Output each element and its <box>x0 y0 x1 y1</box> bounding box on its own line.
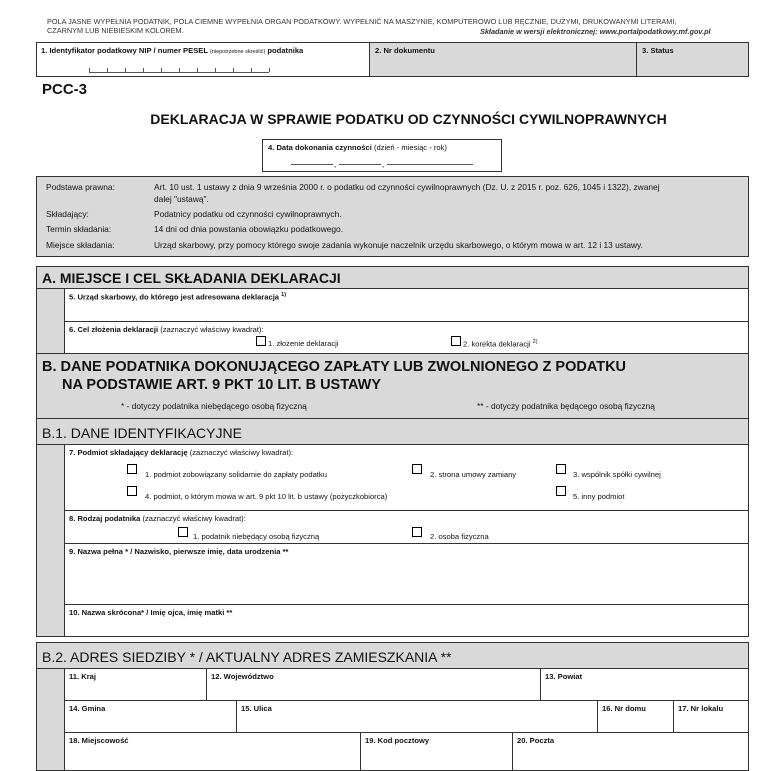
section-b-title-2: NA PODSTAWIE ART. 9 PKT 10 LIT. B USTAWY <box>62 377 382 393</box>
field-17-apartment-number[interactable] <box>673 700 749 733</box>
field-1-suffix: podatnika <box>267 46 304 55</box>
filer-value: Podatnicy podatku od czynności cywilnoprawnych. <box>154 209 342 219</box>
field-16-label: 16. Nr domu <box>602 704 646 713</box>
field-13-label: 13. Powiat <box>545 672 583 681</box>
field-19-label: 19. Kod pocztowy <box>365 736 430 745</box>
field-7-hint: (zaznaczyć właściwy kwadrat): <box>189 448 294 457</box>
field-13-county[interactable] <box>540 668 749 701</box>
info-block <box>36 176 749 257</box>
field-20-post-office[interactable] <box>512 732 749 771</box>
f7-opt3-label: 3. wspólnik spółki cywilnej <box>573 470 661 479</box>
place-value: Urząd skarbowy, przy pomocy którego swoje zadania wykonuje naczelnik urzędu skarbowego, o którym mowa w art. 12 i 13 ustawy. <box>154 240 643 250</box>
filer-label: Składający: <box>46 209 89 219</box>
instructions-line-2: CZARNYM LUB NIEBIESKIM KOLOREM. <box>47 26 184 35</box>
field-3-status <box>636 42 749 77</box>
form-title: DEKLARACJA W SPRAWIE PODATKU OD CZYNNOŚCI CYWILNOPRAWNYCH <box>150 111 667 127</box>
field-19-postal-code[interactable] <box>360 732 513 771</box>
deadline-value: 14 dni od dnia powstania obowiązku podatkowego. <box>154 224 344 234</box>
field-11-label: 11. Kraj <box>69 672 97 681</box>
field-16-house-number[interactable] <box>597 700 674 733</box>
place-label: Miejsce składania: <box>46 240 115 250</box>
field-6-label: 6. Cel złożenia deklaracji <box>69 325 159 334</box>
field-5-label: 5. Urząd skarbowy, do którego jest adresowana deklaracja <box>69 292 280 302</box>
field-8-taxpayer-type <box>64 510 749 544</box>
field-11-country[interactable] <box>64 668 207 701</box>
checkbox-f6-opt1[interactable] <box>256 336 266 346</box>
legal-basis-line-1: Art. 10 ust. 1 ustawy z dnia 9 września 2000 r. o podatku od czynności cywilnoprawnych (Dz. U. z 2015 r. poz. 626, 1045 i 1322), zwanej <box>154 182 660 192</box>
field-7-label: 7. Podmiot składający deklarację <box>69 448 188 457</box>
section-a-title: A. MIEJSCE I CEL SKŁADANIA DEKLARACJI <box>42 270 341 286</box>
f8-opt2-label: 2. osoba fizyczna <box>430 532 489 541</box>
section-b2-title: B.2. ADRES SIEDZIBY * / AKTUALNY ADRES ZAMIESZKANIA ** <box>42 649 452 665</box>
checkbox-f7-opt4[interactable] <box>127 486 137 496</box>
field-5-tax-office[interactable] <box>64 288 749 322</box>
f7-opt5-label: 5. inny podmiot <box>573 492 625 501</box>
section-b-note-double: ** - dotyczy podatnika będącego osobą fizyczną <box>477 401 655 411</box>
field-7-filing-entity <box>64 444 749 511</box>
f7-opt2-label: 2. strona umowy zamiany <box>430 470 517 479</box>
f7-opt4-label: 4. podmiot, o którym mowa w art. 9 pkt 10 lit. b ustawy (pożyczkobiorca) <box>145 492 388 501</box>
section-b2-header <box>36 642 749 669</box>
f8-opt1-label: 1. podatnik niebędący osobą fizyczną <box>193 532 320 541</box>
checkbox-f7-opt5[interactable] <box>556 486 566 496</box>
field-17-label: 17. Nr lokalu <box>678 704 724 713</box>
checkbox-f7-opt1[interactable] <box>127 464 137 474</box>
field-5-footnote: 1) <box>281 292 287 298</box>
field-6-purpose <box>64 321 749 354</box>
field-14-municipality[interactable] <box>64 700 237 733</box>
field-1-label: 1. Identyfikator podatkowy NIP / numer PESEL <box>41 46 208 55</box>
field-18-label: 18. Miejscowość <box>69 736 129 745</box>
field-10-label: 10. Nazwa skrócona* / Imię ojca, imię matki ** <box>69 608 233 617</box>
section-b-note-single: * - dotyczy podatnika niebędącego osobą fizyczną <box>121 401 307 411</box>
section-b1-header <box>36 418 749 445</box>
checkbox-f7-opt3[interactable] <box>556 464 566 474</box>
field-15-street[interactable] <box>236 700 598 733</box>
field-8-hint: (zaznaczyć właściwy kwadrat): <box>142 514 246 523</box>
field-4-label: 4. Data dokonania czynności <box>268 143 372 152</box>
form-code: PCC-3 <box>42 81 88 98</box>
f6-opt2-footnote: 2) <box>532 339 538 345</box>
field-1-nip-pesel[interactable] <box>36 42 370 77</box>
field-9-label: 9. Nazwa pełna * / Nazwisko, pierwsze imię, data urodzenia ** <box>69 547 289 556</box>
section-b-title-1: B. DANE PODATNIKA DOKONUJĄCEGO ZAPŁATY LUB ZWOLNIONEGO Z PODATKU <box>42 359 627 375</box>
checkbox-f8-opt1[interactable] <box>178 527 188 537</box>
legal-basis-label: Podstawa prawna: <box>46 182 115 192</box>
field-9-full-name[interactable] <box>64 543 749 605</box>
field-4-date[interactable]: 4. Data dokonania czynności (dzień - miesiąc - rok) , , <box>262 139 502 172</box>
deadline-label: Termin składania: <box>46 224 112 234</box>
field-6-hint: (zaznaczyć właściwy kwadrat): <box>160 325 264 334</box>
f6-opt1-label: 1. złożenie deklaracji <box>268 339 339 348</box>
f7-opt1-label: 1. podmiot zobowiązany solidarnie do zapłaty podatku <box>145 470 327 479</box>
section-a-header <box>36 266 749 289</box>
instructions-line-1: POLA JASNE WYPEŁNIA PODATNIK, POLA CIEMNE WYPEŁNIA ORGAN PODATKOWY. WYPEŁNIĆ NA MASZYNIE, KOMPUTEROWO LUB RĘCZNIE, DUŻYMI, DRUKOWANYMI LITERAMI, <box>47 17 677 26</box>
field-20-label: 20. Poczta <box>517 736 555 745</box>
field-3-label: 3. Status <box>642 46 674 55</box>
field-8-label: 8. Rodzaj podatnika <box>69 514 141 523</box>
field-12-voivodeship[interactable] <box>206 668 541 701</box>
field-14-label: 14. Gmina <box>69 704 106 713</box>
electronic-note: Składanie w wersji elektronicznej: www.portalpodatkowy.mf.gov.pl <box>480 27 711 36</box>
field-4-hint: (dzień - miesiąc - rok) <box>373 143 447 152</box>
field-12-label: 12. Województwo <box>211 672 274 681</box>
field-10-short-name[interactable] <box>64 604 749 637</box>
f6-opt2-label: 2. korekta deklaracji <box>463 339 531 349</box>
field-2-document-number <box>369 42 637 77</box>
field-1-note: (niepotrzebne skreślić) <box>209 49 266 55</box>
checkbox-f6-opt2[interactable] <box>451 336 461 346</box>
field-18-town[interactable] <box>64 732 361 771</box>
checkbox-f8-opt2[interactable] <box>412 527 422 537</box>
checkbox-f7-opt2[interactable] <box>412 464 422 474</box>
section-b-header <box>36 353 749 419</box>
field-15-label: 15. Ulica <box>241 704 272 713</box>
section-b1-title: B.1. DANE IDENTYFIKACYJNE <box>42 425 242 441</box>
field-2-label: 2. Nr dokumentu <box>375 46 435 55</box>
legal-basis-line-2: dalej "ustawą". <box>154 194 209 204</box>
